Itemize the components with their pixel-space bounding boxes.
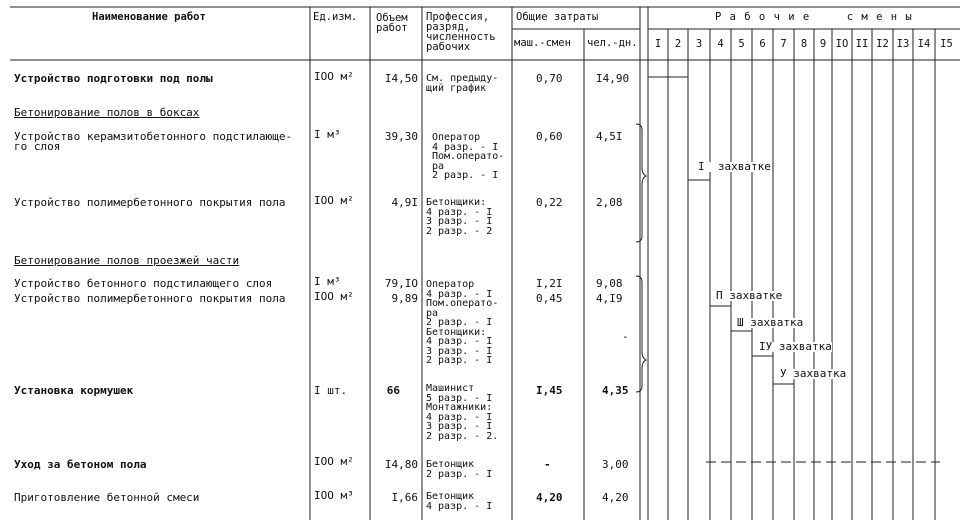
shift-number: 6 <box>759 38 766 50</box>
shift-number: I2 <box>876 38 889 50</box>
row-unit: IOO м³ <box>314 489 354 502</box>
header-costs: Общие затраты <box>516 11 599 23</box>
grip-label: IУ захватка <box>759 340 832 353</box>
row-mach: 4,20 <box>536 491 563 504</box>
row-mach: 0,70 <box>536 72 563 85</box>
header-volume: Объем работ <box>376 12 408 34</box>
row-unit: IOO м² <box>314 455 354 468</box>
row-mach: I,45 <box>536 384 563 397</box>
row-man: 4,35 <box>602 384 629 397</box>
row-man: 3,00 <box>602 458 629 471</box>
row-volume: I,66 <box>391 491 418 504</box>
row-man: I4,90 <box>596 72 630 85</box>
row-profession: Бетонщики: 4 разр. - I 3 разр. - I 2 разр. - 2 <box>426 197 493 237</box>
shift-number: 9 <box>819 38 827 50</box>
header-mach-shifts: маш.-смен <box>514 37 571 49</box>
row-profession: Бетонщик 4 разр. - I <box>426 491 493 512</box>
row-name: Устройство полимербетонного покрытия пола <box>14 196 286 209</box>
shift-number: II <box>855 38 869 50</box>
row-unit: IOO м² <box>314 290 354 303</box>
row-man: 4,I9 <box>596 292 623 305</box>
shift-number: 8 <box>800 38 808 50</box>
row-volume: 4,9I <box>391 196 418 209</box>
grip-label: I захватке <box>698 160 771 173</box>
row-mach: 0,22 <box>536 196 563 209</box>
header-profession: Профессия, разряд, численность рабочих <box>426 11 496 53</box>
row-volume: I4,80 <box>384 458 418 471</box>
shift-number: I <box>654 38 662 50</box>
row-profession: Машинист 5 разр. - I Монтажники: 4 разр. - I 3 разр. - I 2 разр. - 2. <box>426 383 499 442</box>
shift-number: 3 <box>695 38 703 50</box>
shift-number: 5 <box>738 38 745 50</box>
shift-number: 7 <box>780 38 787 50</box>
header-shifts: Р а б о ч и е с м е н ы <box>715 11 913 23</box>
shift-number: I4 <box>917 38 931 50</box>
shift-number: I3 <box>896 38 910 50</box>
row-unit: I м³ <box>314 128 341 141</box>
row-volume: 79,IO <box>384 277 418 290</box>
row-name: Устройство полимербетонного покрытия пола <box>14 292 286 305</box>
row-mach: - <box>544 458 551 471</box>
row-profession: См. предыду- щий график <box>426 73 499 94</box>
section-title: Бетонирование полов проезжей части <box>14 254 240 267</box>
shift-number: 2 <box>674 38 682 50</box>
row-man: 2,08 <box>596 196 623 209</box>
shift-number: IO <box>835 38 849 50</box>
row-volume: I4,50 <box>384 72 418 85</box>
row-unit: IOO м² <box>314 194 354 207</box>
row-unit: IOO м² <box>314 70 354 83</box>
row-man: 4,5I <box>596 130 623 143</box>
row-name: Устройство подготовки под полы <box>14 72 213 85</box>
header-unit: Ед.изм. <box>313 11 358 23</box>
row-profession: Оператор 4 разр. - I Пом.операто- ра 2 разр. - I Бетонщики: 4 разр. - I 3 разр. - I 2 разр. - I <box>426 279 499 366</box>
row-unit: I м³ <box>314 275 341 288</box>
row-name: Установка кормушек <box>14 384 134 397</box>
row-profession: Бетонщик 2 разр. - I <box>426 459 493 480</box>
shift-number: I5 <box>940 38 953 50</box>
grip-label: П захватке <box>716 289 783 302</box>
grip-label: У захватка <box>780 367 847 380</box>
row-profession: Оператор 4 разр. - I Пом.операто- ра 2 разр. - I <box>432 132 505 181</box>
row-volume: 9,89 <box>391 292 418 305</box>
row-mach: 0,60 <box>536 130 563 143</box>
row-name: Устройство бетонного подстилающего слоя <box>14 277 273 290</box>
row-name: Приготовление бетонной смеси <box>14 491 200 504</box>
header-name: Наименование работ <box>92 11 206 23</box>
row-man: 9,08 <box>596 277 623 290</box>
row-volume: 39,30 <box>384 130 418 143</box>
row-unit: I шт. <box>314 384 348 397</box>
row-extra-dash: - <box>622 330 629 343</box>
row-volume: 66 <box>386 384 400 397</box>
row-man: 4,20 <box>602 491 629 504</box>
row-name: Устройство керамзитобетонного подстилающе- го слоя <box>14 130 293 153</box>
row-name: Уход за бетоном пола <box>14 458 147 471</box>
row-mach: 0,45 <box>536 292 563 305</box>
row-mach: I,2I <box>536 277 563 290</box>
header-man-days: чел.-дн. <box>587 37 638 49</box>
section-title: Бетонирование полов в боксах <box>14 106 200 119</box>
grip-label: Ш захватка <box>737 316 804 329</box>
shift-number: 4 <box>717 38 724 50</box>
